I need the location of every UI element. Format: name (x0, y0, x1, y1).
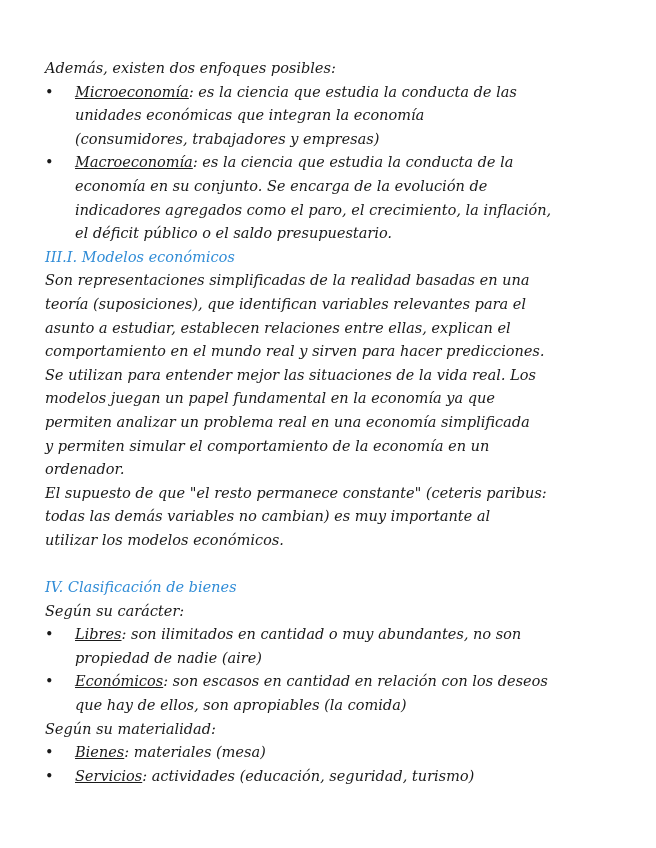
bullet-icon: • (45, 155, 54, 172)
item-text: : son ilimitados en cantidad o muy abundantes, no son (121, 627, 522, 644)
caracter-label: Según su carácter: (45, 603, 185, 620)
enfoque-item-macro (45, 152, 635, 246)
term-microeconomia: Microeconomía (75, 84, 189, 101)
caracter-item-libres (45, 624, 635, 671)
term-macroeconomia: Macroeconomía (75, 155, 193, 172)
enfoque-text: economía en su conjunto. Se encarga de la evolución de (75, 178, 488, 195)
materialidad-label: Según su materialidad: (45, 721, 216, 738)
materialidad-item-servicios (45, 766, 635, 790)
paragraph-line: Son representaciones simplificadas de la realidad basadas en una (45, 273, 530, 290)
paragraph-line: permiten analizar un problema real en una economía simplificada (45, 414, 530, 431)
enfoque-text: : es la ciencia que estudia la conducta de la (192, 155, 514, 172)
term-servicios: Servicios (75, 768, 143, 785)
paragraph-line: comportamiento en el mundo real y sirven para hacer predicciones. (45, 344, 545, 361)
paragraph-line: utilizar los modelos económicos. (45, 532, 284, 549)
section-heading-modelos: III.I. Modelos económicos (45, 249, 235, 266)
enfoque-text: unidades económicas que integran la economía (75, 108, 425, 125)
bullet-icon: • (45, 627, 54, 644)
section-heading-clasificacion: IV. Clasificación de bienes (45, 580, 237, 597)
bullet-icon: • (45, 745, 54, 762)
item-text: : son escasos en cantidad en relación con los deseos (163, 674, 548, 691)
paragraph-line: modelos juegan un papel fundamental en la economía ya que (45, 391, 495, 408)
paragraph-line: y permiten simular el comportamiento de la economía en un (45, 438, 490, 455)
intro-text: Además, existen dos enfoques posibles: (45, 61, 336, 77)
document-page (45, 58, 635, 789)
enfoque-text: indicadores agregados como el paro, el crecimiento, la inflación, (75, 202, 552, 219)
bullet-icon: • (45, 674, 54, 691)
paragraph-line: asunto a estudiar, establecen relaciones entre ellas, explican el (45, 320, 511, 337)
paragraph-line: todas las demás variables no cambian) es muy importante al (45, 509, 491, 526)
item-text: que hay de ellos, son apropiables (la comida) (75, 698, 407, 715)
bullet-icon: • (45, 768, 54, 785)
enfoque-item-micro (45, 82, 635, 153)
term-economicos: Económicos (75, 674, 164, 691)
item-text: : materiales (mesa) (124, 745, 266, 762)
item-text: : actividades (educación, seguridad, turismo) (142, 768, 475, 785)
modelos-paragraph-1 (45, 270, 635, 482)
term-libres: Libres (75, 627, 122, 644)
enfoque-text: (consumidores, trabajadores y empresas) (75, 131, 380, 148)
paragraph-line: teoría (suposiciones), que identifican variables relevantes para el (45, 296, 527, 313)
enfoque-text: : es la ciencia que estudia la conducta de las (188, 84, 517, 101)
materialidad-item-bienes (45, 742, 635, 766)
modelos-paragraph-2 (45, 483, 635, 554)
enfoque-text: el déficit público o el saldo presupuestario. (75, 226, 393, 243)
paragraph-line: El supuesto de que "el resto permanece constante" (ceteris paribus: (45, 485, 547, 502)
term-bienes: Bienes (75, 745, 125, 762)
blank-line (45, 553, 635, 577)
item-text: propiedad de nadie (aire) (75, 650, 262, 667)
paragraph-line: ordenador. (45, 462, 125, 479)
paragraph-line: Se utilizan para entender mejor las situaciones de la vida real. Los (45, 367, 536, 384)
caracter-item-economicos (45, 671, 635, 718)
bullet-icon: • (45, 84, 54, 101)
